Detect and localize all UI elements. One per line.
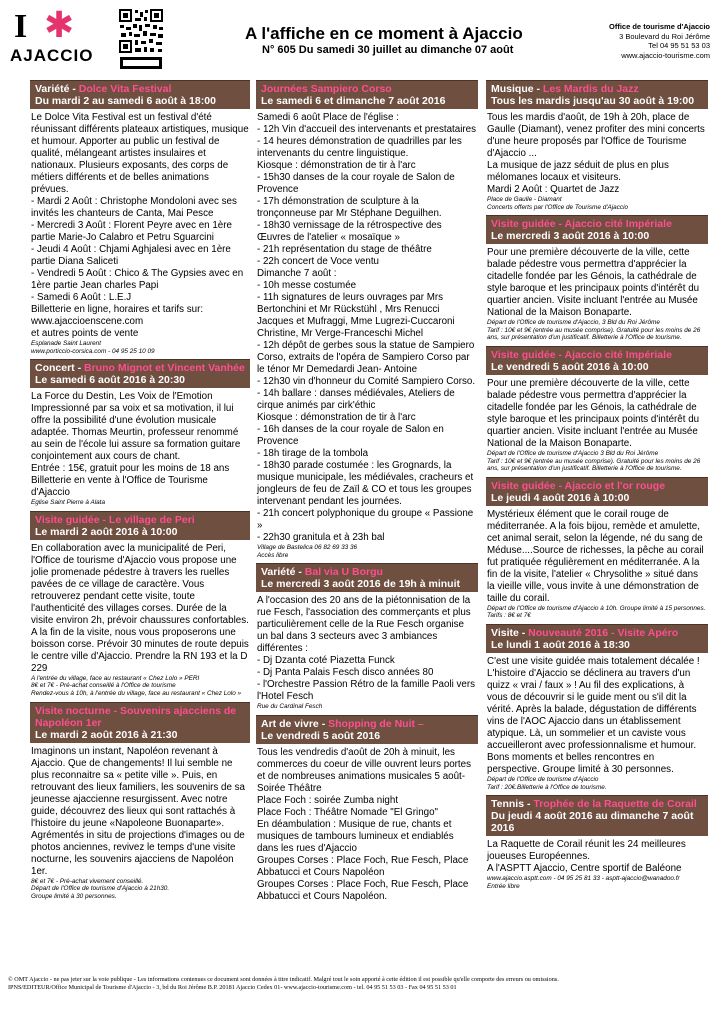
event-category: Musique - bbox=[491, 83, 543, 95]
event-header bbox=[30, 359, 250, 388]
event-info: Tarif : 20€.Billetterie à l'Office de tourisme. bbox=[487, 783, 607, 791]
event-info: Groupe limité à 30 personnes. bbox=[31, 892, 117, 900]
office-name: Office de tourisme d'Ajaccio bbox=[609, 22, 710, 31]
event-text: - Dj Dzanta coté Piazetta Funck bbox=[257, 655, 395, 667]
event-section bbox=[486, 795, 708, 894]
event-text: Tous les vendredis d'août de 20h à minuit, les commerces du coeur de ville ouvrent leurs portes et de nombreuses animations musicales 5 août- Soirée Théâtre bbox=[257, 746, 471, 794]
event-body bbox=[486, 109, 708, 215]
event-date: Le samedi 6 août 2016 à 20:30 bbox=[35, 374, 185, 387]
office-address: 3 Boulevard du Roi Jérôme bbox=[619, 31, 710, 41]
column-2 bbox=[256, 80, 478, 907]
event-text: - 12h30 vin d'honneur du Comité Sampiero Corso. bbox=[257, 376, 476, 387]
event-text: En collaboration avec la municipalité de Peri, l'Office de tourisme d'Ajaccio vous propose une jolie promenade pédestre à travers les ruelles pavées de ce village de caractère. Vous retrouverez pendant cette visite, toute l'authenticité des villages corses. Durée de la visite environ 2h, prévoir chaussures confortables. A la fin de la visite, nous vous proposerons une boisson corse. Prévoir 30 minutes de route depuis le centre ville d'Ajaccio. Prendre la RN 193 et la D 229 bbox=[31, 542, 249, 674]
event-date: Le mardi 2 août 2016 à 21:30 bbox=[35, 728, 178, 741]
event-body bbox=[486, 375, 708, 477]
ajaccio-logo bbox=[10, 4, 102, 68]
event-text: - 12h dépôt de gerbes sous la statue de Sampiero Corso, extraits de l'opéra de Sampiero Corso par le ténor Mr Demedardi Jean- Antoine bbox=[257, 340, 475, 375]
event-date: Du jeudi 4 août 2016 au dimanche 7 août 2016 bbox=[491, 810, 694, 835]
footer-publisher: IPNS/EDITEUR/Office Municipal de Tourisme d'Ajaccio - 3, bd du Roi Jérôme B.P. 20181 Ajaccio Cedex 01- www.ajaccio-tourisme.com - tel. 04 95 51 53 03 - Fax 04 95 51 53 01 bbox=[8, 984, 457, 991]
event-header bbox=[256, 80, 478, 109]
page-subtitle: N° 605 Du samedi 30 juillet au dimanche 07 août bbox=[262, 44, 514, 56]
event-category: Visite - bbox=[491, 626, 529, 639]
event-text: - 12h Vin d'accueil des intervenants et prestataires bbox=[257, 124, 476, 135]
event-text: - 10h messe costumée bbox=[257, 280, 357, 291]
event-date: Du mardi 2 au samedi 6 août à 18:00 bbox=[35, 95, 216, 107]
event-text: - Vendredi 5 Août : Chico & The Gypsies avec en 1ère partie Jean charles Papi bbox=[31, 268, 244, 291]
event-info: Départ de l'Office de tourisme d'Ajaccio 3 Bld du Roi Jérôme bbox=[487, 449, 659, 457]
event-title: Les Mardis du Jazz bbox=[542, 83, 639, 95]
event-text: Groupes Corses : Place Foch, Rue Fesch, Place Abbatucci et Cours Napoléon bbox=[257, 854, 469, 878]
event-text: - 14 heures démonstration de quadrilles par les intervenants du centre linguistique. bbox=[257, 136, 462, 159]
event-date: Le mercredi 3 août 2016 de 19h à minuit bbox=[261, 578, 460, 591]
event-text: A l'occasion des 20 ans de la piétonnisation de la rue Fesch, l'association des commerçants et plus particulièrement celle de la Rue Fesch organise un bal dans 3 secteurs avec 3 ambiances différentes : bbox=[257, 595, 471, 655]
event-text: Billetterie en ligne, horaires et tarifs sur: www.ajaccioenscene.com bbox=[31, 304, 204, 327]
event-info: Village de Bastelica 06 82 69 33 36 bbox=[257, 544, 358, 551]
event-header bbox=[486, 215, 708, 244]
qr-code-icon bbox=[118, 8, 164, 70]
event-body bbox=[256, 109, 478, 563]
event-title: Bruno Mignot et Vincent Vanhée bbox=[84, 362, 245, 375]
event-title: Trophée de la Raquette de Corail bbox=[533, 798, 697, 811]
event-category: Art de vivre - bbox=[261, 717, 329, 730]
event-text: Groupes Corses : Place Foch, Rue Fesch, Place Abbatucci et Cours Napoléon. bbox=[257, 878, 469, 902]
event-text: - 18h tirage de la tombola bbox=[257, 448, 369, 459]
event-text: - 22h concert de Voce ventu bbox=[257, 256, 379, 267]
event-body bbox=[256, 744, 478, 907]
office-web: www.ajaccio-tourisme.com bbox=[621, 50, 710, 60]
event-header bbox=[486, 795, 708, 836]
event-info: Rendez-vous à 10h, à l'entrée du village, face au restaurant « Chez Lolo » bbox=[31, 689, 242, 697]
event-text: - Dj Panta Palais Fesch disco années 80 bbox=[257, 667, 434, 679]
event-text: Le Dolce Vita Festival est un festival d'été réunissant différents plateaux artistiques, musique et humour. Apporter au public un festival de qualité, mélangeant artistes insulaires et nationaux. Plusieurs exposants, des corps de métiers différents et de belles animations prévues. bbox=[31, 112, 249, 195]
event-category: Concert - bbox=[35, 362, 85, 375]
column-3 bbox=[486, 80, 708, 894]
event-body bbox=[30, 743, 250, 905]
event-body bbox=[486, 653, 708, 795]
event-info: Concerts offerts par l'Office de Tourisme d'Ajaccio bbox=[487, 203, 629, 211]
event-text: - Mercredi 3 Août : Florent Peyre avec en 1ère partie Marie-Jo Calabro et Petru Sguarcini bbox=[31, 220, 232, 243]
event-title: Visite guidée - Le village de Peri bbox=[35, 513, 195, 526]
logo-letter: I bbox=[14, 8, 28, 45]
event-header bbox=[486, 624, 708, 653]
event-text: En déambulation : Musique de rue, chants et musiques de tambours lumineux et endiablés dans les rues d'Ajaccio bbox=[257, 818, 454, 854]
event-info: 8€ et 7€ - Pré-achat vivement conseillé. bbox=[31, 877, 144, 885]
event-category: Variété - bbox=[261, 566, 305, 579]
event-title: Journées Sampiero Corso bbox=[261, 83, 392, 95]
event-body bbox=[30, 388, 250, 511]
event-header bbox=[30, 80, 250, 109]
event-text: Mystérieux élément que le corail rouge de méditerranée. A la fois bijou, remède et amulette, cet animal serait, selon la légende, né du sang de Méduse....Source de richesses, la pêche au corail fut pratiquée régulièrement en méditerranée. A la fin de la visite, l'atelier « Chrysolithe » situé dans la vieille ville, vous invite à une démonstration de taille du corail. bbox=[487, 508, 704, 604]
event-info: Eglise Saint Pierre à Alata bbox=[31, 499, 106, 507]
event-text: La Force du Destin, Les Voix de l'Emotion Impressionné par sa voix et sa motivation, il lui offre la possibilité d'une évolution musicale adaptée. Thomas Meurtin, professeur renommé au sein de l'école lui assure sa formation guitare conjointement aux cours de chant. bbox=[31, 391, 241, 463]
event-header bbox=[30, 511, 250, 540]
event-section bbox=[30, 80, 250, 359]
event-title: Visite guidée - Ajaccio cité Impériale bbox=[491, 218, 672, 231]
event-body bbox=[30, 109, 250, 359]
event-date: Le mercredi 3 août 2016 à 10:00 bbox=[491, 230, 650, 243]
event-date: Le mardi 2 août 2016 à 10:00 bbox=[35, 525, 178, 538]
event-info: 8€ et 7€ - Pré-achat conseillé à l'Office de tourisme bbox=[31, 682, 176, 690]
event-info: Départ de l'Office de tourisme d'Ajaccio, 3 Bld du Roi Jérôme bbox=[487, 319, 660, 327]
event-date: Le vendredi 5 août 2016 bbox=[261, 729, 381, 742]
event-text: Bons moments et belles rencontres en perspective. Groupe limité à 30 personnes. bbox=[487, 751, 674, 775]
event-date: Le vendredi 5 août 2016 à 10:00 bbox=[491, 360, 649, 373]
event-title: Visite guidée - Ajaccio et l'or rouge bbox=[491, 479, 666, 492]
event-header bbox=[30, 702, 250, 743]
event-info: www.porticcio-corsica.com - 04 95 25 10 09 bbox=[31, 347, 155, 355]
event-text: - Samedi 6 Août : L.E.J bbox=[31, 292, 132, 303]
event-text: Kiosque : démonstration de tir à l'arc bbox=[257, 412, 416, 423]
event-text: - 14h ballare : danses médiévales, Ateliers de cirque animés par cirk'éthic bbox=[257, 388, 455, 411]
event-text: Place Foch : soirée Zumba night bbox=[257, 794, 399, 806]
event-info: Départ de l'Office de tourisme d'Ajaccio bbox=[487, 775, 599, 783]
event-text: - 22h30 granitula et à 23h bal bbox=[257, 532, 385, 543]
logo-word: AJACCIO bbox=[10, 46, 94, 65]
event-text: - 16h danses de la cour royale de Salon en Provence bbox=[257, 424, 444, 447]
event-title: Nouveauté 2016 - Visite Apéro bbox=[528, 626, 679, 639]
event-text: et autres points de vente bbox=[31, 328, 139, 339]
page-title: A l'affiche en ce moment à Ajaccio bbox=[245, 24, 523, 43]
page-header bbox=[0, 0, 725, 78]
event-info: Tarif : 10€ et 9€ (entrée au musée comprise). Gratuité pour les moins de 26 ans, sur présentation d'un justificatif. Billetterie à l'Office de tourisme. bbox=[487, 457, 701, 473]
office-contact bbox=[585, 22, 710, 60]
event-text: C'est une visite guidée mais totalement décalée ! L'histoire d'Ajaccio se déclinera au travers d'un quizz « vrai / faux » ! Au fil des explications, à vous de découvrir si le guide ment ou s'il dit la vérité. Après la balade, dégustation de différents vins de l'AOC Ajaccio dans un établissement atypique. Là, un sommelier et un caviste vous accueilleront avec professionnalisme et humour. bbox=[487, 655, 700, 751]
page-footer bbox=[8, 976, 718, 992]
event-text: Dimanche 7 août : bbox=[257, 268, 337, 279]
event-text: Pour une première découverte de la ville, cette balade pédestre vous permettra d'apprécier la citadelle fondée par les Génois, la cathédrale de style baroque et les principaux points d'intérêt du quartier ancien. Visite incluant l'entrée au Musée National de la Maison Bonaparte. bbox=[487, 247, 700, 319]
event-section bbox=[256, 715, 478, 907]
event-text: - 21h représentation du stage de théâtre bbox=[257, 244, 432, 255]
event-text: - 17h démonstration de sculpture à la tronçonneuse par Mr Stéphane Deguilhen. bbox=[257, 196, 442, 219]
event-text: La musique de jazz séduit de plus en plus mélomanes locaux et visiteurs. bbox=[487, 160, 669, 183]
event-text: - 11h signatures de leurs ouvrages par Mrs Bertonchini et Mr Rückstühl , Mrs Renucci Jacques et Mufraggi, Mme Lugrezi-Cuccaroni Christine, Mr Verge-Franceschi Michel bbox=[257, 292, 455, 339]
event-text: - 18h30 vernissage de la rétrospective des Œuvres de l'atelier « mosaïque » bbox=[257, 220, 442, 243]
event-category: Tennis - bbox=[491, 798, 534, 811]
event-section bbox=[486, 215, 708, 346]
event-info: Départ de l'Office de tourisme d'Ajaccio à 21h30. bbox=[31, 885, 170, 893]
event-body bbox=[30, 540, 250, 702]
event-text: A l'ASPTT Ajaccio, Centre sportif de Baléone bbox=[487, 863, 682, 875]
event-text: Pour une première découverte de la ville, cette balade pédestre vous permettra d'apprécier la citadelle fondée par les Génois, la cathédrale de style baroque et les principaux points d'intérêt du quartier ancien. Visite incluant l'entrée au Musée National de la Maison Bonaparte. bbox=[487, 377, 700, 449]
event-section bbox=[256, 80, 478, 563]
event-text: Samedi 6 août Place de l'église : bbox=[257, 112, 399, 123]
event-text: - 21h concert polyphonique du groupe « Passione » bbox=[257, 508, 474, 531]
event-section bbox=[486, 80, 708, 215]
event-title: Shopping de Nuit – bbox=[328, 717, 424, 730]
event-text: - 15h30 danses de la cour royale de Salon de Provence bbox=[257, 172, 455, 195]
column-1 bbox=[30, 80, 250, 904]
event-date: Tous les mardis jusqu'au 30 août à 19:00 bbox=[491, 95, 695, 107]
event-body bbox=[486, 836, 708, 894]
event-info: Esplanade Saint Laurent bbox=[31, 340, 101, 347]
event-info: A l'entrée du village, face au restaurant « Chez Lolo » PERI bbox=[31, 674, 200, 682]
event-text: Entrée : 15€, gratuit pour les moins de 18 ans Billetterie en vente à l'Office de Tourisme d'Ajaccio bbox=[31, 463, 230, 499]
event-section bbox=[486, 477, 708, 624]
event-info: Rue du Cardinal Fesch bbox=[257, 703, 323, 711]
event-section bbox=[30, 702, 250, 905]
event-info: www.ajaccio.asptt.com - 04 95 25 81 33 - asptt-ajaccio@wanadoo.fr bbox=[487, 875, 680, 883]
event-text: Imaginons un instant, Napoléon revenant à Ajaccio. Que de changements! Il lui semble ne plus reconnaitre sa « petite ville ». Puis, en retrouvant des lieux familiers, les souvenirs de sa jeunesse ajaccienne resurgissent. Avec notre guide, découvrez des lieux qui sont rattachés à l'histoire du jeune «Napoleone Buonaparte». Agrémentés in situ de projections d'images ou de photos anciennes, revivez le temps d'une visite nocturne, les souvenirs ajacciens de Napoléon 1er. bbox=[31, 745, 245, 877]
event-date: Le samedi 6 et dimanche 7 août 2016 bbox=[261, 95, 446, 107]
event-text: Place Foch : Théâtre Nomade "El Gringo" bbox=[257, 806, 439, 818]
event-info: Tarif : 10€ et 9€ (entrée au musée comprise). Gratuité pour les moins de 26 ans, sur présentation d'un justificatif. Billetterie à l'Office de tourisme. bbox=[487, 326, 701, 342]
event-section bbox=[256, 563, 478, 715]
event-header bbox=[486, 80, 708, 109]
event-body bbox=[486, 244, 708, 346]
office-phone: Tel 04 95 51 53 03 bbox=[648, 41, 710, 50]
event-title: Dolce Vita Festival bbox=[78, 83, 172, 95]
event-body bbox=[256, 592, 478, 715]
event-title: Visite nocturne - Souvenirs ajacciens de Napoléon 1er bbox=[35, 704, 237, 729]
event-text: - Mardi 2 Août : Christophe Mondoloni avec ses invités les chanteurs de Canta, Mai Pesce bbox=[31, 196, 237, 219]
event-header bbox=[256, 563, 478, 592]
event-section bbox=[30, 359, 250, 511]
event-info: Place de Gaulle - Diamant bbox=[487, 196, 562, 203]
event-text: Mardi 2 Août : Quartet de Jazz bbox=[487, 184, 620, 195]
event-header bbox=[486, 477, 708, 506]
event-section bbox=[30, 511, 250, 702]
event-header bbox=[256, 715, 478, 744]
event-date: Le jeudi 4 août 2016 à 10:00 bbox=[491, 491, 630, 504]
event-text: - Jeudi 4 Août : Chjami Aghjalesi avec en 1ère partie Diana Saliceti bbox=[31, 244, 231, 267]
logo-star-icon: ✱ bbox=[44, 4, 75, 45]
event-text: - 18h30 parade costumée : les Grognards, la musique municipale, les médiévales, cracheurs et jongleurs de feu de Zaïl & CO et tous les groupes intervenant pendant les journées. bbox=[257, 460, 474, 507]
event-body bbox=[486, 506, 708, 624]
event-text: La Raquette de Corail réunit les 24 meilleures joueuses Européennes. bbox=[487, 839, 686, 863]
event-section bbox=[486, 624, 708, 795]
event-info: Entrée libre bbox=[487, 882, 520, 890]
event-header bbox=[486, 346, 708, 375]
event-date: Le lundi 1 août 2016 à 18:30 bbox=[491, 638, 630, 651]
event-text: Tous les mardis d'août, de 19h à 20h, place de Gaulle (Diamant), venez profiter des mini concerts d'une heure proposés par l'Office de Tourisme d'Ajaccio ... bbox=[487, 112, 705, 159]
event-info: Accès libre bbox=[257, 551, 289, 559]
event-section bbox=[486, 346, 708, 477]
event-text: - l'Orchestre Passion Rétro de la famille Paoli vers l'Hotel Fesch bbox=[257, 679, 476, 703]
footer-disclaimer: © OMT Ajaccio - ne pas jeter sur la voie publique - Les informations contenues ce document sont données à titre indicatif. Malgré tout le soin apporté à cette édition il est possible qu'elle comporte des erreurs ou omissions. bbox=[8, 976, 559, 983]
event-title: Visite guidée - Ajaccio cité Impériale bbox=[491, 348, 672, 361]
event-category: Variété - bbox=[35, 83, 79, 95]
event-title: Bal via U Borgu bbox=[304, 566, 383, 579]
event-info: Départ de l'Office de tourisme d'Ajaccio à 10h. Groupe limité à 15 personnes. Tarifs : 8€ et 7€ bbox=[487, 604, 706, 620]
event-text: Kiosque : démonstration de tir à l'arc bbox=[257, 160, 416, 171]
